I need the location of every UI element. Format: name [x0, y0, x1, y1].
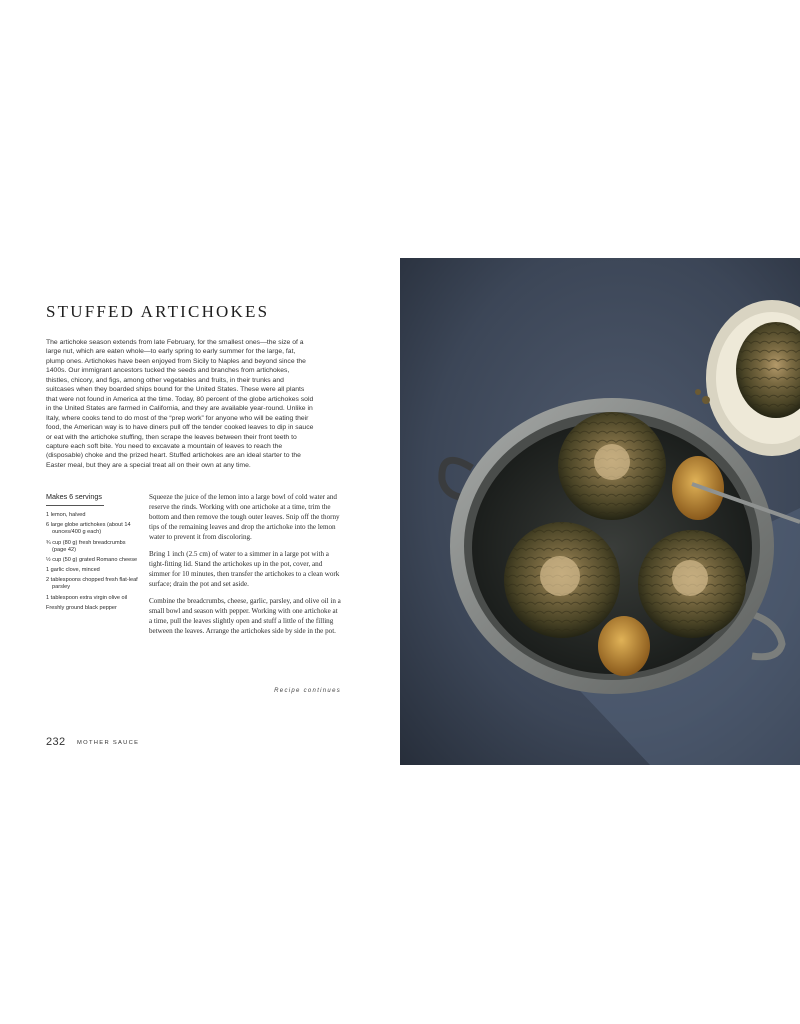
- ingredient-item: ¾ cup (80 g) fresh breadcrumbs (page 42): [46, 539, 126, 553]
- crumb: [695, 389, 701, 395]
- ingredient-item: Freshly ground black pepper: [46, 605, 117, 612]
- artichoke-photo-illustration: [400, 258, 800, 765]
- stuffed-artichoke: [504, 522, 620, 638]
- ingredient-item: 1 tablespoon extra virgin olive oil: [46, 594, 128, 601]
- ingredient-item: 2 tablespoons chopped fresh flat-leaf parsley: [46, 577, 138, 591]
- method-step: Squeeze the juice of the lemon into a large bowl of cold water and reserve the rinds. Working with one artichoke at a time, trim the bottom and then remove the tough outer leaves. Snip off the thorny tips of the remaining leaves and drop the artichoke into the lemon water to prevent it from discoloring.: [149, 493, 340, 541]
- page-footer: [46, 732, 139, 750]
- stuffed-artichoke: [558, 412, 666, 520]
- crumb: [702, 396, 710, 404]
- stuffed-artichoke: [638, 530, 746, 638]
- ingredient-list: [46, 512, 138, 615]
- page-number: 232: [46, 736, 66, 748]
- recipe-continues-note: Recipe continues: [274, 688, 341, 694]
- recipe-yield: Makes 6 servings: [46, 492, 104, 506]
- method-step: Bring 1 inch (2.5 cm) of water to a simmer in a large pot with a tight-fitting lid. Stand the artichokes up in the pot, cover, and simmer for 10 minutes, then transfer the artichokes to a clean work surface; drain the pot and set aside.: [149, 550, 340, 588]
- ingredient-item: 1 lemon, halved: [46, 512, 86, 518]
- ingredient-item: 1 garlic clove, minced: [46, 567, 100, 574]
- ingredient-item: 6 large globe artichokes (about 14 ounces/400 g each): [46, 522, 131, 536]
- artichoke-photo: [400, 258, 800, 765]
- recipe-title: STUFFED ARTICHOKES: [46, 302, 270, 321]
- method-step: Combine the breadcrumbs, cheese, garlic, parsley, and olive oil in a small bowl and season with pepper. Working with one artichoke at a time, pull the leaves slightly open and stuff a little of the filling between the leaves. Arrange the artichokes side by side in the pot.: [149, 597, 341, 635]
- left-page: [0, 258, 400, 765]
- running-head: MOTHER SAUCE: [77, 740, 140, 746]
- recipe-intro: The artichoke season extends from late February, for the smallest ones—the size of a large nut, which are eaten whole—to early spring to early summer for the large, fat, plump ones. Artichokes have been enjoyed from Sicily to Naples and beyond since the 1400s. Our immigrant ancestors tucked the seeds and branches from artichokes, thistles, chicory, and figs, among other vegetables and fruits, in their trunks and suitcases when they boarded ships bound for the United States. These were all plants that were not found in America at the time. Today, 80 percent of the globe artichokes sold in the United States are farmed in California, and they are available year-round. Unlike in Italy, where cooks tend to do most of the “prep work” for anyone who will be eating their food, the American way is to have diners pull off the tender cooked leaves to dip in sauce or eat with the artichoke stuffing, then scrape the leaves between their front teeth to capture each soft bite. You need to excavate a mountain of leaves to reach the (disposable) choke and the prized heart. Stuffed artichokes are an ideal starter to the Easter meal, but they are a special treat all on their own at any time.: [46, 339, 314, 469]
- ingredient-item: ½ cup (50 g) grated Romano cheese: [46, 556, 138, 563]
- lemon-half: [598, 616, 650, 676]
- method-steps: [149, 492, 341, 643]
